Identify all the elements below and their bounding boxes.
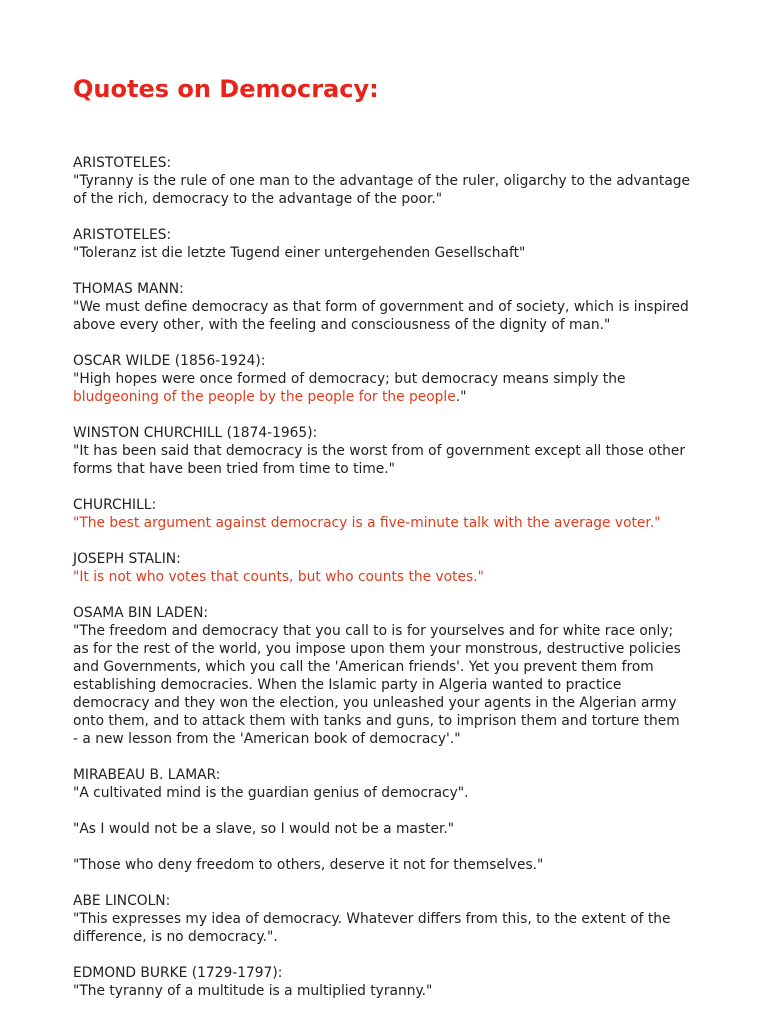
quote-line-suffix: ." (455, 389, 467, 405)
quote-entry-thomas-mann (73, 280, 733, 334)
quote-entry-joseph-stalin (73, 550, 733, 586)
quote-line: above every other, with the feeling and consciousness of the dignity of man." (73, 317, 611, 333)
quote-line: of the rich, democracy to the advantage of the poor." (73, 191, 443, 207)
quote-author: ABE LINCOLN: (73, 893, 171, 909)
quote-line: and Governments, which you call the 'American friends'. Yet you prevent them from (73, 659, 654, 675)
quote-author: CHURCHILL: (73, 497, 157, 513)
quote-line: forms that have been tried from time to time." (73, 461, 395, 477)
quote-extra: "As I would not be a slave, so I would not be a master." (73, 821, 455, 837)
quote-line: "Tyranny is the rule of one man to the advantage of the ruler, oligarchy to the advantage (73, 173, 691, 189)
quote-line: difference, is no democracy.". (73, 929, 278, 945)
page-title: Quotes on Democracy: (73, 75, 379, 103)
highlighted-quote: "It is not who votes that counts, but who counts the votes." (73, 569, 484, 585)
quote-author: THOMAS MANN: (73, 281, 184, 297)
quote-entry-aristoteles-1 (73, 154, 733, 208)
quote-line: democracy and they won the election, you unleashed your agents in the Algerian army (73, 695, 677, 711)
quote-line: "This expresses my idea of democracy. Whatever differs from this, to the extent of the (73, 911, 671, 927)
quote-entry-winston-churchill (73, 424, 733, 478)
quote-line: "Toleranz ist die letzte Tugend einer untergehenden Gesellschaft" (73, 245, 526, 261)
quote-author: EDMOND BURKE (1729-1797): (73, 965, 283, 981)
quote-line-mixed (73, 388, 733, 406)
quote-extra: "Those who deny freedom to others, deserve it not for themselves." (73, 857, 544, 873)
quote-author: ARISTOTELES: (73, 227, 172, 243)
quote-line: "The tyranny of a multitude is a multiplied tyranny." (73, 983, 433, 999)
quote-author: OSCAR WILDE (1856-1924): (73, 353, 266, 369)
quote-line: establishing democracies. When the Islamic party in Algeria wanted to practice (73, 677, 622, 693)
quote-author: WINSTON CHURCHILL (1874-1965): (73, 425, 318, 441)
quote-line: - a new lesson from the 'American book of democracy'." (73, 731, 461, 747)
quote-author: MIRABEAU B. LAMAR: (73, 767, 221, 783)
quote-line: "We must define democracy as that form of government and of society, which is inspired (73, 299, 689, 315)
quote-line: "The freedom and democracy that you call to is for yourselves and for white race only; (73, 623, 674, 639)
quote-line: "It has been said that democracy is the worst from of government except all those other (73, 443, 686, 459)
quote-author: JOSEPH STALIN: (73, 551, 181, 567)
quote-entry-abe-lincoln (73, 892, 733, 946)
quote-line: "A cultivated mind is the guardian genius of democracy". (73, 785, 469, 801)
quote-entry-oscar-wilde (73, 352, 733, 406)
quote-entry-osama-bin-laden (73, 604, 733, 748)
quote-line: as for the rest of the world, you impose upon them your monstrous, destructive policies (73, 641, 681, 657)
quote-author: ARISTOTELES: (73, 155, 172, 171)
highlighted-quote: "The best argument against democracy is a five-minute talk with the average voter." (73, 515, 661, 531)
highlighted-quote-text: bludgeoning of the people by the people for the people (73, 389, 456, 405)
quote-line: onto them, and to attack them with tanks and guns, to imprison them and torture them (73, 713, 680, 729)
quote-author: OSAMA BIN LADEN: (73, 605, 209, 621)
quote-line: "High hopes were once formed of democracy; but democracy means simply the (73, 371, 626, 387)
quote-entry-edmond-burke (73, 964, 733, 1000)
quote-entry-aristoteles-2 (73, 226, 733, 262)
quote-list (73, 154, 733, 1018)
quote-entry-churchill (73, 496, 733, 532)
quote-entry-mirabeau-lamar (73, 766, 733, 874)
